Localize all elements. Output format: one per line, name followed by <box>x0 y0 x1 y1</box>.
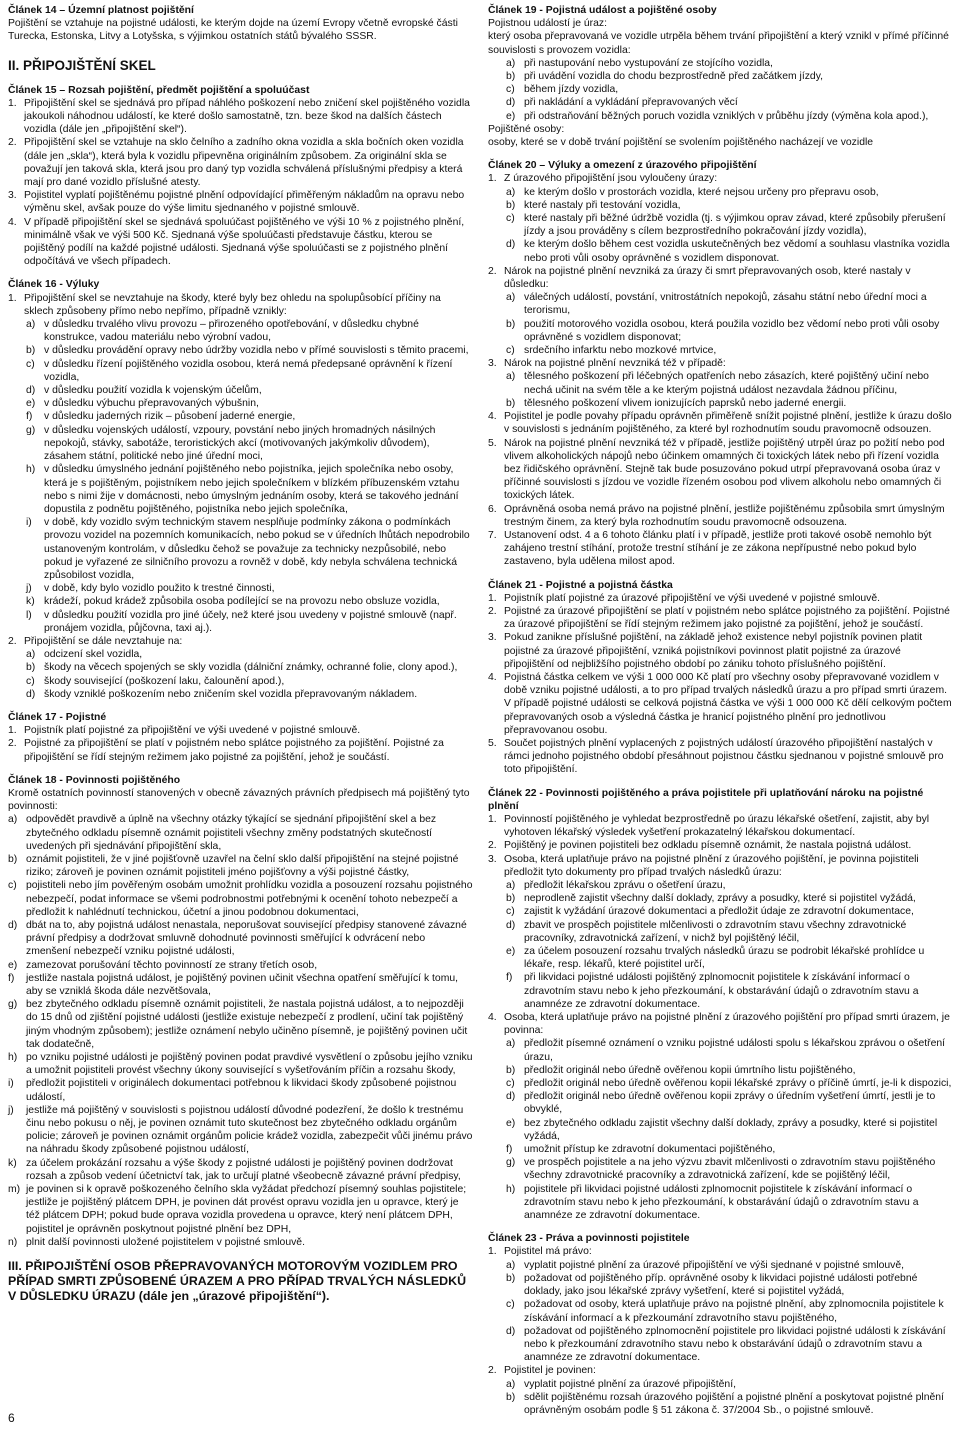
article-23-item-1-text: Pojistitel je povinen: <box>504 1365 596 1377</box>
article-21-item-3 <box>488 671 953 737</box>
article-22-item-2 <box>488 853 953 879</box>
article-22-item-1-label: 2. <box>488 840 497 852</box>
article-18-sub-3 <box>8 919 473 959</box>
part-2-heading: II. PŘIPOJIŠTĚNÍ SKEL <box>8 57 156 73</box>
article-16-item-1-sub-8-label: i) <box>26 517 32 529</box>
article-23-items <box>488 1245 953 1417</box>
article-16-item-2-sub-3 <box>8 688 473 701</box>
article-22-item-2-sub-5 <box>488 971 953 1011</box>
article-22-item-2-sub-0 <box>488 879 953 892</box>
article-21-title: Článek 21 - Pojistné a pojistná částka <box>488 579 673 591</box>
article-16-item-2: 2. Připojištění se dále nevztahuje na: <box>8 635 183 647</box>
article-16-item-1-sub-9 <box>8 582 473 595</box>
article-22-item-2-sub-3 <box>488 919 953 945</box>
article-17-items <box>8 724 473 764</box>
article-15-item-0-text: Připojištění skel se sjednává pro případ náhlého poškození nebo zničení skel pojištěného vozidla jakoukoli náhodnou událostí, ke které došlo samostatně, tzn. beze škod na dalších částech vozidla (dále jen „připojištění skel“). <box>24 97 470 136</box>
article-20-item-6-label: 7. <box>488 529 497 541</box>
article-23-item-0-text: Pojistitel má právo: <box>504 1246 592 1258</box>
article-18-sub-3-text: dbát na to, aby pojistná událost nenastala, neporušovat související předpisy stanovené závazné právní předpisy a dodržovat smluvně dohodnuté povinnosti směřující k odvrácení nebo zmenšení nebezpečí vzniku pojistné události, <box>26 920 467 958</box>
article-18-sub-11-label: m) <box>8 1184 21 1196</box>
article-18-sub-4-text: zamezovat porušování těchto povinností ze strany třetích osob, <box>26 959 318 971</box>
article-22-item-3-sub-5-text: umožnit přístup ke zdravotní dokumentaci pojištěného, <box>524 1144 776 1156</box>
article-16-item-2-sub-0 <box>8 648 473 661</box>
article-20-item-0-sub-1-text: které nastaly při testování vozidla, <box>524 199 681 211</box>
article-23-item-1-sub-0-text: vyplatit pojistné plnění za úrazové připojištění, <box>524 1378 736 1390</box>
article-21-item-4 <box>488 737 953 777</box>
article-16-item-1-sub-11-label: l) <box>26 609 32 621</box>
article-19-sub-2 <box>488 83 953 96</box>
article-23-item-0-sub-2-text: požadovat od osoby, která uplatňuje právo na pojistné plnění, aby zplnomocnila pojistitele k získávání informací a k přezkoumání zdravotního stavu pojištěného, <box>524 1299 944 1324</box>
article-22-item-3-sub-0-text: předložit písemné oznámení o vzniku pojistné události spolu s lékařskou zprávou o ošetření úrazu, <box>524 1038 946 1063</box>
article-22-item-3-sub-3 <box>488 1090 953 1116</box>
article-22-item-3-sub-3-text: předložit originál nebo úředně ověřenou kopii zprávy o úředním vyšetření úmrtí, jestli je to obvyklé, <box>524 1091 936 1116</box>
article-22-item-3-sub-1-label: b) <box>506 1064 516 1076</box>
article-16-item-2-sub-1-label: b) <box>26 662 36 674</box>
article-16-item-2-sub-2 <box>8 675 473 688</box>
article-16-item-1-sub-1-label: b) <box>26 345 36 357</box>
article-18-sub-6-label: g) <box>8 999 18 1011</box>
article-16-item-1-sub-2 <box>8 358 473 384</box>
article-18-sub-5-text: jestliže nastala pojistná událost, je pojištěný povinen učinit všechna opatření směřující k tomu, aby se vzniklá škoda dále nezvětšovala, <box>26 972 459 998</box>
article-16-item-1-sub-0-text: v důsledku trvalého vlivu provozu – přirozeného opotřebování, v důsledku chybné konstrukce, vadou materiálu nebo výrobní vadou, <box>44 319 419 344</box>
article-20-item-1-sub-2-text: srdečního infarktu nebo mozkové mrtvice, <box>524 345 717 357</box>
article-22-item-3-sub-7-label: h) <box>506 1183 516 1195</box>
article-20-item-0 <box>488 172 953 185</box>
article-16-item-1-sub-1 <box>8 344 473 357</box>
article-15-item-0 <box>8 97 473 137</box>
article-19-sub-1-label: b) <box>506 71 516 83</box>
article-16-item-2-subs <box>8 648 473 701</box>
article-15-item-2 <box>8 189 473 215</box>
article-20-item-2-label: 3. <box>488 358 497 370</box>
article-23-item-0 <box>488 1245 953 1258</box>
article-14-title: Článek 14 – Územní platnost pojištění <box>8 5 194 16</box>
article-16-item-1-sub-7-label: h) <box>26 464 36 476</box>
article-16-item-2-sub-1-text: škody na věcech spojených se skly vozidla (dálniční známky, ochranné folie, clony apod.), <box>44 662 458 674</box>
article-16-item-1-sub-3-text: v důsledku použití vozidla k vojenským účelům, <box>44 385 262 397</box>
article-18-sub-6 <box>8 998 473 1051</box>
article-22-item-3-sub-2 <box>488 1077 953 1090</box>
article-21-item-4-text: Součet pojistných plnění vyplacených z pojistných událostí úrazového připojištění nastalých v rámci jednoho pojistného období přesáhnout pojistnou částku sjednanou v pojistné smlouvě pro toto připojištění. <box>504 737 944 776</box>
article-22-item-3-sub-0-label: a) <box>506 1038 516 1050</box>
article-16-item-1-sub-5-text: v důsledku jaderných rizik – působení jaderné energie, <box>44 411 296 423</box>
article-17-item-1 <box>8 737 473 763</box>
article-19-sub-0 <box>488 57 953 70</box>
article-16-item-1-sub-11-text: v důsledku použití vozidla pro jiné účely, než které jsou uvedeny v pojistné smlouvě (např. pronájem vozidla, půjčovna, taxi aj.). <box>44 609 457 634</box>
article-18-sub-1 <box>8 853 473 879</box>
article-22-item-2-sub-5-text: při likvidaci pojistné události pojištěný zplnomocnit pojistitele k získávání informací o zdravotním stavu nebo k jeho přezkoumání, k obstarávání údajů o zdravotním stavu a anamnéze ze zdravotní dokumentace. <box>524 972 919 1010</box>
article-21-item-1-text: Pojistné za úrazové připojištění se platí v pojistném nebo splátce pojistného za pojištění. Pojistné za úrazové připojištění se řídí stejným režimem jako pojistné za pojištění, jehož je součástí. <box>504 605 950 631</box>
article-22-item-2-sub-3-text: zbavit ve prospěch pojistitele mlčenlivosti o zdravotním stavu všechny zdravotnické pracovníky, zdravotnická zařízení, v nichž byl pojištěný léčil, <box>524 919 907 944</box>
article-22-item-2-sub-1-label: b) <box>506 893 516 905</box>
article-16-item-2-sub-2-label: c) <box>26 675 35 687</box>
article-18-sub-1-label: b) <box>8 853 18 865</box>
article-16-item-1-sub-10 <box>8 595 473 608</box>
article-23-item-0-sub-3-label: d) <box>506 1325 516 1337</box>
article-22-item-3-sub-2-text: předložit originál nebo úředně ověřenou kopii lékařské zprávy o příčině úmrtí, je-li k dispozici, <box>524 1078 952 1090</box>
article-20-item-0-sub-1 <box>488 199 953 212</box>
article-18-subs <box>8 813 473 1249</box>
article-21-items <box>488 592 953 777</box>
article-22-item-3-sub-5-label: f) <box>506 1144 513 1156</box>
article-16-item-1-sub-11 <box>8 609 473 635</box>
article-22-item-3-sub-5 <box>488 1143 953 1156</box>
article-22-item-1-text: Pojištěný je povinen pojistiteli bez odkladu písemně oznámit, že nastala pojistná událost. <box>504 840 912 852</box>
article-16-item-1-sub-8-text: v době, kdy vozidlo svým technickým stavem nesplňuje podmínky zákona o podmínkách provozu vozidel na pozemních komunikacích, nebo pokud se v úředních lhůtách nepodrobilo ustanoveným kontrolám, v důsledku čehož se považuje za technicky nezpůsobilé, nebo pokud je vyřazené ze silničního provozu a rovněž v době, kdy nebyla schválena technická způsobilost vozidla, <box>44 517 470 581</box>
article-20-item-6-text: Ustanovení odst. 4 a 6 tohoto článku platí i v případě, jestliže proti takové osobě nemohlo být zahájeno trestní stíhání, protože trestní stíhání je ze zákona nepřípustné nebo pokud bylo zastaveno, byla udělena milost apod. <box>504 529 932 568</box>
article-20-item-1-sub-1 <box>488 318 953 344</box>
article-20-item-2-sub-0-label: a) <box>506 371 516 383</box>
article-16-item-1-sub-9-text: v době, kdy bylo vozidlo použito k trestné činnosti, <box>44 583 275 595</box>
article-20-item-2-sub-1-text: tělesného poškození vlivem ionizujících paprsků nebo jaderné energii. <box>524 397 847 409</box>
article-23-item-1 <box>488 1364 953 1377</box>
article-22-item-3-sub-7 <box>488 1183 953 1223</box>
article-23-item-1-sub-1-label: b) <box>506 1391 516 1403</box>
article-20-item-2-sub-0-text: tělesného poškození při léčebných opatřeních nebo zásazích, které pojištěný učiní nebo nechá učinit na svém těle a ke kterým pojistná událost nezavdala žádnou příčinu, <box>524 371 929 396</box>
article-20-item-2 <box>488 357 953 370</box>
article-18-sub-12-label: n) <box>8 1236 18 1248</box>
article-19-sub-2-text: během jízdy vozidla, <box>524 84 619 96</box>
article-22-item-2-sub-4-text: za účelem posouzení rozsahu trvalých následků úrazu se podrobit lékařské prohlídce u lékaře, resp. lékařů, které pojistitel určí, <box>524 946 925 971</box>
article-18-sub-1-text: oznámit pojistiteli, že v jiné pojišťovně uzavřel na čelní sklo další připojištění na stejné pojistné riziko; zároveň je povinen oznámit pojistiteli jméno pojišťovny a výši pojistné částky, <box>26 853 459 879</box>
article-20-item-5-label: 6. <box>488 503 497 515</box>
article-23-item-0-label: 1. <box>488 1246 497 1258</box>
article-16-item-1-sub-3-label: d) <box>26 385 36 397</box>
article-20-item-1 <box>488 265 953 291</box>
article-16-item-2-sub-0-text: odcizení skel vozidla, <box>44 649 143 661</box>
article-15-items <box>8 97 473 269</box>
article-18-sub-9-label: j) <box>8 1104 14 1116</box>
article-17-item-1-text: Pojistné za připojištění se platí v pojistném nebo splátce pojistného za pojištění. Pojistné za připojištění se řídí stejným režimem jako pojistné za pojištění, jehož je součástí. <box>24 738 444 763</box>
article-23-item-0-sub-0-label: a) <box>506 1259 516 1271</box>
article-21-item-3-text: Pojistná částka celkem ve výši 1 000 000 Kč platí pro všechny osoby přepravované vozidlem v době vzniku pojistné události, a to pro případ trvalých následků úrazu a pro případ smrti úrazem. V případě pojistné události se celková pojistná částka ve výši 1 000 000 Kč dělí celkovým počtem přepravovaných osob a výsledná částka je hranicí pojistného plnění pro jednotlivou přepravovanou osobu. <box>504 671 952 736</box>
article-22-item-3-sub-1 <box>488 1064 953 1077</box>
article-20-item-1-sub-0 <box>488 291 953 317</box>
article-20-item-0-sub-3-text: ke kterým došlo během cest vozidla uskutečněných bez vědomí a souhlasu vlastníka vozidla nebo proti vůli osoby oprávněné s vozidlem disponovat. <box>524 239 950 264</box>
article-21-item-1 <box>488 605 953 631</box>
article-20-item-0-sub-1-label: b) <box>506 199 516 211</box>
article-19-sub-3-label: d) <box>506 97 516 109</box>
article-20-item-4-label: 5. <box>488 437 497 449</box>
article-19-sub-2-label: c) <box>506 84 515 96</box>
article-16-item-1: 1. Připojištění skel se nevztahuje na škody, které byly bez ohledu na spolupůsobící příčiny na sklech způsobeny přímo nebo nepřímo, případně vznikly: <box>8 292 441 317</box>
article-21-item-0 <box>488 592 953 605</box>
article-20-item-1-sub-2-label: c) <box>506 345 515 357</box>
article-16-item-2-sub-3-text: škody vzniklé poškozením nebo zničením skel vozidla přepravovaným nákladem. <box>44 688 418 700</box>
article-19-sub-0-label: a) <box>506 57 516 69</box>
article-20-item-2-sub-1-label: b) <box>506 397 516 409</box>
article-16-item-1-sub-0-label: a) <box>26 319 36 331</box>
article-20-item-2-sub-0 <box>488 370 953 396</box>
article-18-sub-7-text: po vzniku pojistné události je pojištěný povinen podat pravdivé vysvětlení o způsobu jejího vzniku a umožnit pojistiteli provést všechny úkony související s vyšetřováním příčin a rozsahu škody, <box>26 1052 473 1077</box>
article-22-item-0-text: Povinností pojištěného je vyhledat bezprostředně po úrazu lékařské ošetření, zajistit, aby byl vyhotoven lékařský výsledek vyšetření prokazatelný lékařskou dokumentací. <box>504 813 930 839</box>
article-20-title: Článek 20 – Výluky a omezení z úrazového připojištění <box>488 160 757 172</box>
article-16-item-1-sub-2-text: v důsledku řízení pojištěného vozidla osobou, která nemá předepsané oprávnění k řízení vozidla, <box>44 358 453 383</box>
article-19-sub-4-label: e) <box>506 110 516 122</box>
article-16-item-2-sub-1 <box>8 661 473 674</box>
article-22-item-1 <box>488 839 953 852</box>
article-19-lead-2: který osoba přepravovaná ve vozidle utrpěla během trvání připojištění a který vznikl v přímé příčinné souvislosti s provozem vozidla: <box>488 31 949 56</box>
page-number: 6 <box>8 1411 15 1425</box>
article-20-item-0-sub-0-text: ke kterým došlo v prostorách vozidla, které nejsou určeny pro přepravu osob, <box>524 186 879 198</box>
article-21-item-2-label: 3. <box>488 632 497 644</box>
article-20-item-6 <box>488 529 953 569</box>
article-18-sub-6-text: bez zbytečného odkladu písemně oznámit pojistiteli, že nastala pojistná událost, a to nejpozději do 15 dnů od zjištění pojistné události (jestliže existuje nebezpečí z prodlení, učiní tak pojištěný jiným vhodným způsobem); jestliže oznámení nebylo učiněno písemně, je pojištěný povinen učit tak dodatečně, <box>26 999 468 1050</box>
article-20-item-5 <box>488 503 953 529</box>
article-20-item-1-sub-0-label: a) <box>506 292 516 304</box>
article-19-insured-label: Pojištěné osoby: <box>488 123 565 135</box>
article-22-item-3-sub-1-text: předložit originál nebo úředně ověřenou kopii úmrtního listu pojištěného, <box>524 1064 856 1076</box>
article-18-sub-11 <box>8 1183 473 1236</box>
article-19-sub-4-text: při odstraňování běžných poruch vozidla vzniklých v průběhu jízdy (výměna kola apod.), <box>524 110 929 122</box>
article-16-item-1-sub-7 <box>8 463 473 516</box>
article-16-item-1-sub-10-label: k) <box>26 596 35 608</box>
article-18-sub-5-label: f) <box>8 972 15 984</box>
article-21-item-2 <box>488 631 953 671</box>
article-22-item-3-sub-7-text: pojistitele při likvidaci pojistné události zplnomocnit pojistitele k získávání informací o zdravotním stavu nebo k jeho přezkoumání, k obstarávání údajů o zdravotním stavu a anamnéze ze zdravotní dokumentace. <box>524 1183 919 1222</box>
part-3-heading: III. PŘIPOJIŠTĚNÍ OSOB PŘEPRAVOVANÝCH MOTOROVÝM VOZIDLEM PRO PŘÍPAD SMRTI ZPŮSOBENÉ ÚRAZEM A PRO PŘÍPAD TRVALÝCH NÁSLEDKŮ V DŮSLEDKU ÚRAZU (dále jen „úrazové připojištění“). <box>8 1259 467 1304</box>
article-18-sub-0-label: a) <box>8 814 18 826</box>
article-22-item-3-sub-6 <box>488 1156 953 1182</box>
article-23-item-1-label: 2. <box>488 1365 497 1377</box>
article-18-sub-8-text: předložit pojistiteli v originálech dokumentaci potřebnou k likvidaci škody způsobené pojistnou událostí, <box>26 1078 457 1103</box>
article-20-item-0-sub-0-label: a) <box>506 186 516 198</box>
article-22-item-0-label: 1. <box>488 813 497 825</box>
article-20-items <box>488 172 953 568</box>
article-18-sub-8 <box>8 1077 473 1103</box>
article-18-sub-11-text: je povinen si k opravě poškozeného čelního skla vyžádat předchozí písemný souhlas pojistitele; jestliže je pojištěný plátcem DPH, je povinen dát provést opravu vozidla jen u opravce, který je též plátcem DPH; pokud bude oprava vozidla provedena u opravce, který není plátcem DPH, pojistitel je oprávněn poskytnout pojistné plnění bez DPH, <box>26 1184 467 1235</box>
article-19-sub-3 <box>488 96 953 109</box>
article-18-sub-4 <box>8 959 473 972</box>
article-18-title: Článek 18 - Povinnosti pojištěného <box>8 774 181 786</box>
article-23-item-1-sub-1-text: sdělit pojištěnému rozsah úrazového pojištění a pojistné plnění a poskytovat pojistné plnění oprávněným osobám podle § 51 zákona č. 37/2004 Sb., o pojistné smlouvě. <box>524 1391 944 1416</box>
article-22-item-2-sub-5-label: f) <box>506 972 513 984</box>
article-20-item-1-sub-0-text: válečných událostí, povstání, vnitrostátních nepokojů, zásahu státní nebo úřední moci a terorismu, <box>524 292 927 317</box>
article-18-sub-4-label: e) <box>8 959 18 971</box>
article-15-item-1-text: Připojištění skel se vztahuje na sklo čelního a zadního okna vozidla a skla bočních oken vozidla (dále jen „skla“), která byla k vozidlu připevněna originálním způsobem. Za originální skla se považují jen taková skla, která jsou pro daný typ vozidla schválená příslušnými předpisy a která mají pro dané vozidlo příslušné atesty. <box>24 137 464 189</box>
article-22-item-2-text: Osoba, která uplatňuje právo na pojistné plnění z úrazového pojištění, je povinna pojistiteli předložit tyto dokumenty pro případ trvalých následků úrazu: <box>504 853 919 878</box>
article-20-item-0-sub-2 <box>488 212 953 238</box>
article-20-item-2-text: Nárok na pojistné plnění nevzniká též v případě: <box>504 358 726 370</box>
article-16-item-1-sub-6-label: g) <box>26 424 36 436</box>
article-22-item-3-label: 4. <box>488 1012 497 1024</box>
article-20-item-4-text: Nárok na pojistné plnění nevzniká též v případě, jestliže pojištěný utrpěl úraz po požití nebo pod vlivem alkoholických nápojů nebo účinkem omamných či toxických látek nebo při řízení vozidla bez řidičského oprávnění. Stejně tak bude posuzováno pokud utrpí přepravovaná osoba úraz v příčinné souvislosti s jízdou ve vozidle řízeném osobou pod vlivem alkoholu nebo omamných či toxických látek. <box>504 437 945 502</box>
article-22-items <box>488 813 953 1222</box>
article-22-item-0 <box>488 813 953 839</box>
article-22-item-2-sub-4-label: e) <box>506 946 516 958</box>
article-19-sub-1-text: při uvádění vozidla do chodu bezprostředně před začátkem jízdy, <box>524 71 823 83</box>
article-23-item-0-sub-1-label: b) <box>506 1272 516 1284</box>
article-17-title: Článek 17 - Pojistné <box>8 711 107 723</box>
article-21-item-4-label: 5. <box>488 737 497 749</box>
article-23-item-0-sub-2 <box>488 1298 953 1324</box>
article-22-item-3 <box>488 1011 953 1037</box>
article-18-sub-7-label: h) <box>8 1052 18 1064</box>
article-22-item-3-sub-4 <box>488 1117 953 1143</box>
article-23-item-0-sub-1 <box>488 1272 953 1298</box>
article-19-title: Článek 19 - Pojistná událost a pojištěné osoby <box>488 5 717 16</box>
article-18-sub-0-text: odpovědět pravdivě a úplně na všechny otázky týkající se sjednání připojištění skel a bez zbytečného odkladu písemně oznámit pojistiteli všechny změny podstatných skutečností uvedených při sjednávání připojištění skla, <box>26 814 437 852</box>
article-19-sub-0-text: při nastupování nebo vystupování ze stojícího vozidla, <box>524 57 773 69</box>
article-23-item-0-sub-0-text: vyplatit pojistné plnění za úrazové připojištění ve výši sjednané v pojistné smlouvě, <box>524 1259 905 1271</box>
article-16-item-1-sub-7-text: v důsledku úmyslného jednání pojištěného nebo pojistníka, jejich společníka nebo osoby, která je s pojištěným, pojistníkem nebo jejich společníkem v blízkém příbuzenském vztahu nebo s nimi žije v domácnosti, nebo úmyslným jednáním osoby, která se takového jednání dopustila z podnětu pojištěného, pojistníka nebo jejich společníka, <box>44 464 460 515</box>
article-20-item-0-sub-2-label: c) <box>506 213 515 225</box>
article-15-item-2-text: Pojistitel vyplatí pojištěnému pojistné plnění odpovídající přiměřeným nákladům na opravu nebo výměnu skel, avšak pouze do výše limitu sjednaného v pojistné smlouvě. <box>24 190 465 215</box>
article-22-item-3-sub-4-text: bez zbytečného odkladu zajistit všechny další doklady, zprávy a posudky, které si pojistitel vyžádá, <box>524 1117 938 1142</box>
article-16-item-2-sub-0-label: a) <box>26 649 36 661</box>
article-15-item-3-text: V případě připojištění skel se sjednává spoluúčast pojištěného ve výši 10 % z pojistného plnění, minimálně však ve výši 500 Kč. Sjednaná výše spoluúčasti představuje částku, kterou se pojištěný podílí na každé pojistné události. Sjednaná výše spoluúčasti se z pojistného plnění odpočítává ve všech případech. <box>24 216 465 268</box>
article-23-item-0-sub-2-label: c) <box>506 1299 515 1311</box>
article-16-title: Článek 16 - Výluky <box>8 279 100 291</box>
article-21-item-0-text: Pojistník platí pojistné za úrazové připojištění ve výši uvedené v pojistné smlouvě. <box>504 592 880 604</box>
article-20-item-3-label: 4. <box>488 411 497 423</box>
article-19-insured-text: osoby, které se v době trvání pojištění se svolením pojištěného nacházejí ve vozidle <box>488 137 874 149</box>
article-22-item-2-sub-2-label: c) <box>506 906 515 918</box>
article-16-item-1-sub-4 <box>8 397 473 410</box>
article-20-item-0-text: Z úrazového připojištění jsou vyloučeny úrazy: <box>504 173 718 185</box>
article-16-item-1-sub-5-label: f) <box>26 411 33 423</box>
article-22-title: Článek 22 - Povinnosti pojištěného a práva pojistitele při uplatňování nároku na pojistné plnění <box>488 787 924 812</box>
article-20-item-1-text: Nárok na pojistné plnění nevzniká za úrazy či smrt přepravovaných osob, které nastaly v důsledku: <box>504 265 911 291</box>
article-15-item-3-label: 4. <box>8 216 17 228</box>
article-18-sub-10 <box>8 1157 473 1183</box>
article-16-item-1-sub-10-text: krádeží, pokud krádež způsobila osoba podílející se na provozu nebo obsluze vozidla, <box>44 596 440 608</box>
article-18-sub-2 <box>8 879 473 919</box>
article-20-item-1-label: 2. <box>488 265 497 277</box>
article-15-item-2-label: 3. <box>8 190 17 202</box>
article-20-item-0-label: 1. <box>488 173 497 185</box>
article-15-item-1-label: 2. <box>8 137 17 149</box>
article-21-item-2-text: Pokud zanikne příslušné pojištění, na základě jehož existence nebyl pojistník povinen platit pojistné za úrazové připojištění, vzniká pojistníkovi povinnost platit pojistné za úrazové připojištění od nejbližšího pojistného období po zániku tohoto příslušného pojištění. <box>504 632 923 670</box>
article-18-sub-0 <box>8 813 473 853</box>
article-19-subs <box>488 57 953 123</box>
article-18-sub-5 <box>8 972 473 998</box>
article-21-item-1-label: 2. <box>488 605 497 617</box>
article-23-item-0-sub-1-text: požadovat od pojištěného příp. oprávněné osoby k likvidaci pojistné události potřebné doklady, jako jsou lékařské zprávy vyšetření, které si pojistitel vyžádá, <box>524 1272 918 1298</box>
article-16-item-1-sub-8 <box>8 516 473 582</box>
article-16-item-1-sub-9-label: j) <box>26 583 32 595</box>
article-23-title: Článek 23 - Práva a povinnosti pojistitele <box>488 1233 690 1245</box>
article-18-sub-9-text: jestliže má pojištěný v souvislosti s pojistnou událostí důvodné podezření, že došlo k trestnému činu nebo pokusu o něj, je povinen oznámit tuto skutečnost bez zbytečného odkladu orgánům policie; zároveň je povinen oznámit orgánům policie krádež vozidla, zabezpečit vůči jinému právo na náhradu škody způsobené pojistnou událostí, <box>26 1104 473 1156</box>
article-22-item-2-sub-1 <box>488 892 953 905</box>
article-20-item-4 <box>488 437 953 503</box>
article-20-item-3-text: Pojistitel je podle povahy případu oprávněn přiměřeně snížit pojistné plnění, jestliže k úrazu došlo v souvislosti s jednáním pojištěného, za které byl rozhodnutím soudu pravomocně odsouzen. <box>504 411 952 436</box>
article-23-item-1-sub-1 <box>488 1391 953 1417</box>
article-20-item-0-sub-2-text: které nastaly při běžné údržbě vozidla (tj. s výjimkou oprav závad, které způsobily přerušení jízdy a jsou prováděny s cílem bezprostředního pokračování jízdy vozidla), <box>524 213 946 238</box>
article-22-item-3-sub-6-text: ve prospěch pojistitele a na jeho výzvu zbavit mlčenlivosti o zdravotním stavu pojištěného všechny zdravotnické pracovníky a zdravotnická zařízení, kde se pojištěný léčil, <box>524 1157 936 1182</box>
article-20-item-1-sub-1-label: b) <box>506 318 516 330</box>
article-19-lead-1: Pojistnou událostí je úraz: <box>488 18 607 30</box>
article-16-item-1-sub-3 <box>8 384 473 397</box>
article-18-sub-2-label: c) <box>8 880 17 892</box>
article-22-item-2-sub-0-text: předložit lékařskou zprávu o ošetření úrazu, <box>524 880 726 891</box>
article-18-sub-12-text: plnit další povinnosti uložené pojistitelem v pojistné smlouvě. <box>26 1236 305 1248</box>
article-18-sub-10-label: k) <box>8 1157 17 1169</box>
article-22-item-3-sub-6-label: g) <box>506 1157 516 1169</box>
article-18-sub-3-label: d) <box>8 920 18 931</box>
article-16-item-1-sub-1-text: v důsledku provádění opravy nebo údržby vozidla nebo v přímé souvislosti s těmito pracemi, <box>44 345 469 357</box>
article-22-item-3-sub-3-label: d) <box>506 1091 516 1103</box>
article-20-item-1-sub-1-text: použití motorového vozidla osobou, která použila vozidlo bez vědomí nebo proti vůli osoby oprávněné s vozidlem disponovat; <box>524 318 940 343</box>
article-15-title: Článek 15 – Rozsah pojištění, předmět pojištění a spoluúčast <box>8 84 310 96</box>
article-16-item-1-sub-6-text: v důsledku vojenských událostí, vzpoury, povstání nebo jiných hromadných násilných nepokojů, stávky, sabotáže, teroristických akcí (motivovaných jakýmkoliv důvodem), zásahem státní, politické nebo jiné úřední moci, <box>44 424 436 463</box>
article-21-item-0-label: 1. <box>488 592 497 604</box>
article-17-item-0 <box>8 724 473 737</box>
article-23-item-0-sub-3-text: požadovat od pojištěného zplnomocnění pojistitele pro likvidaci pojistné události k získávání nebo k přezkoumání zdravotního stavu nebo k obstarávání údajů o zdravotním stavu a anamnéze ze zdravotní dokumentace. <box>524 1325 946 1364</box>
article-16-item-1-sub-0 <box>8 318 473 344</box>
article-20-item-5-text: Oprávněná osoba nemá právo na pojistné plnění, jestliže pojištěnému způsobila smrt úmyslným trestným činem, za který byla rozhodnutím soudu pravomocně odsouzena. <box>504 503 945 528</box>
article-16-item-1-sub-4-text: v důsledku výbuchu přepravovaných výbušnin, <box>44 398 259 410</box>
article-20-item-0-sub-3 <box>488 238 953 264</box>
article-22-item-3-sub-2-label: c) <box>506 1078 515 1090</box>
article-22-item-2-sub-2-text: zajistit k vyžádání úrazové dokumentaci a předložit údaje ze zdravotní dokumentace, <box>524 906 914 918</box>
article-15-item-3 <box>8 216 473 269</box>
article-19-sub-3-text: při nakládání a vykládání přepravovaných věcí <box>524 97 738 109</box>
article-22-item-3-sub-4-label: e) <box>506 1117 516 1129</box>
article-14-text: Pojištění se vztahuje na pojistné události, ke kterým dojde na území Evropy včetně evropské části Turecka, Estonska, Litvy a Lotyšska, s výjimkou ostatních států bývalého SSSR. <box>8 18 458 43</box>
article-17-item-0-text: Pojistník platí pojistné za připojištění ve výši uvedené v pojistné smlouvě. <box>24 725 361 737</box>
article-20-item-2-sub-1 <box>488 397 953 410</box>
article-18-sub-7 <box>8 1051 473 1077</box>
article-18-intro: Kromě ostatních povinností stanovených v obecně závazných právních předpisech má pojištěný tyto povinnosti: <box>8 787 470 813</box>
article-20-item-1-sub-2 <box>488 344 953 357</box>
article-22-item-3-sub-0 <box>488 1037 953 1063</box>
article-15-item-1 <box>8 136 473 189</box>
article-23-item-1-sub-0-label: a) <box>506 1378 516 1390</box>
article-22-item-2-label: 3. <box>488 853 497 865</box>
article-18-sub-9 <box>8 1104 473 1157</box>
article-22-item-2-sub-3-label: d) <box>506 919 516 931</box>
article-16-item-1-sub-5 <box>8 410 473 423</box>
article-22-item-2-sub-0-label: a) <box>506 880 516 891</box>
right-column <box>488 4 953 1417</box>
article-22-item-2-sub-1-text: neprodleně zajistit všechny další doklady, zprávy a posudky, které si pojistitel vyžádá, <box>524 893 916 905</box>
article-23-item-0-sub-3 <box>488 1325 953 1365</box>
article-20-item-3 <box>488 410 953 436</box>
article-16-item-1-subs <box>8 318 473 635</box>
article-23-item-1-sub-0 <box>488 1378 953 1391</box>
article-19-sub-1 <box>488 70 953 83</box>
article-17-item-0-label: 1. <box>8 725 17 737</box>
article-22-item-2-sub-2 <box>488 905 953 918</box>
article-18-sub-8-label: i) <box>8 1078 14 1090</box>
article-16-item-1-sub-6 <box>8 424 473 464</box>
article-23-item-0-sub-0 <box>488 1259 953 1272</box>
article-16-item-2-sub-3-label: d) <box>26 688 36 700</box>
article-22-item-2-sub-4 <box>488 945 953 971</box>
article-15-item-0-label: 1. <box>8 97 17 109</box>
article-22-item-3-text: Osoba, která uplatňuje právo na pojistné plnění z úrazového pojištění pro případ smrti úrazem, je povinna: <box>504 1012 950 1037</box>
article-20-item-0-sub-3-label: d) <box>506 239 516 251</box>
article-16-item-1-sub-2-label: c) <box>26 358 35 370</box>
article-18-sub-2-text: pojistiteli nebo jím pověřeným osobám umožnit prohlídku vozidla a posouzení rozsahu pojistného nebezpečí, podat informace se všemi podrobnostmi potřebnými k ocenění tohoto nebezpečí a předložit k nahlédnutí technickou, účetní a jinou podobnou dokumentaci, <box>26 880 473 918</box>
article-16-item-2-sub-2-text: škody související (poškození laku, čalounění apod.), <box>44 675 285 687</box>
article-21-item-3-label: 4. <box>488 671 497 683</box>
article-16-item-1-sub-4-label: e) <box>26 398 36 410</box>
left-column <box>8 4 473 1316</box>
article-18-sub-12 <box>8 1236 473 1249</box>
article-17-item-1-label: 2. <box>8 738 17 750</box>
article-18-sub-10-text: za účelem prokázání rozsahu a výše škody z pojistné události je pojištěný povinen dodržovat rozsah a způsob vedení účetnictví tak, jak to určují platné všeobecně závazné právní předpisy, <box>26 1157 461 1182</box>
article-20-item-0-sub-0 <box>488 186 953 199</box>
article-19-sub-4 <box>488 110 953 123</box>
